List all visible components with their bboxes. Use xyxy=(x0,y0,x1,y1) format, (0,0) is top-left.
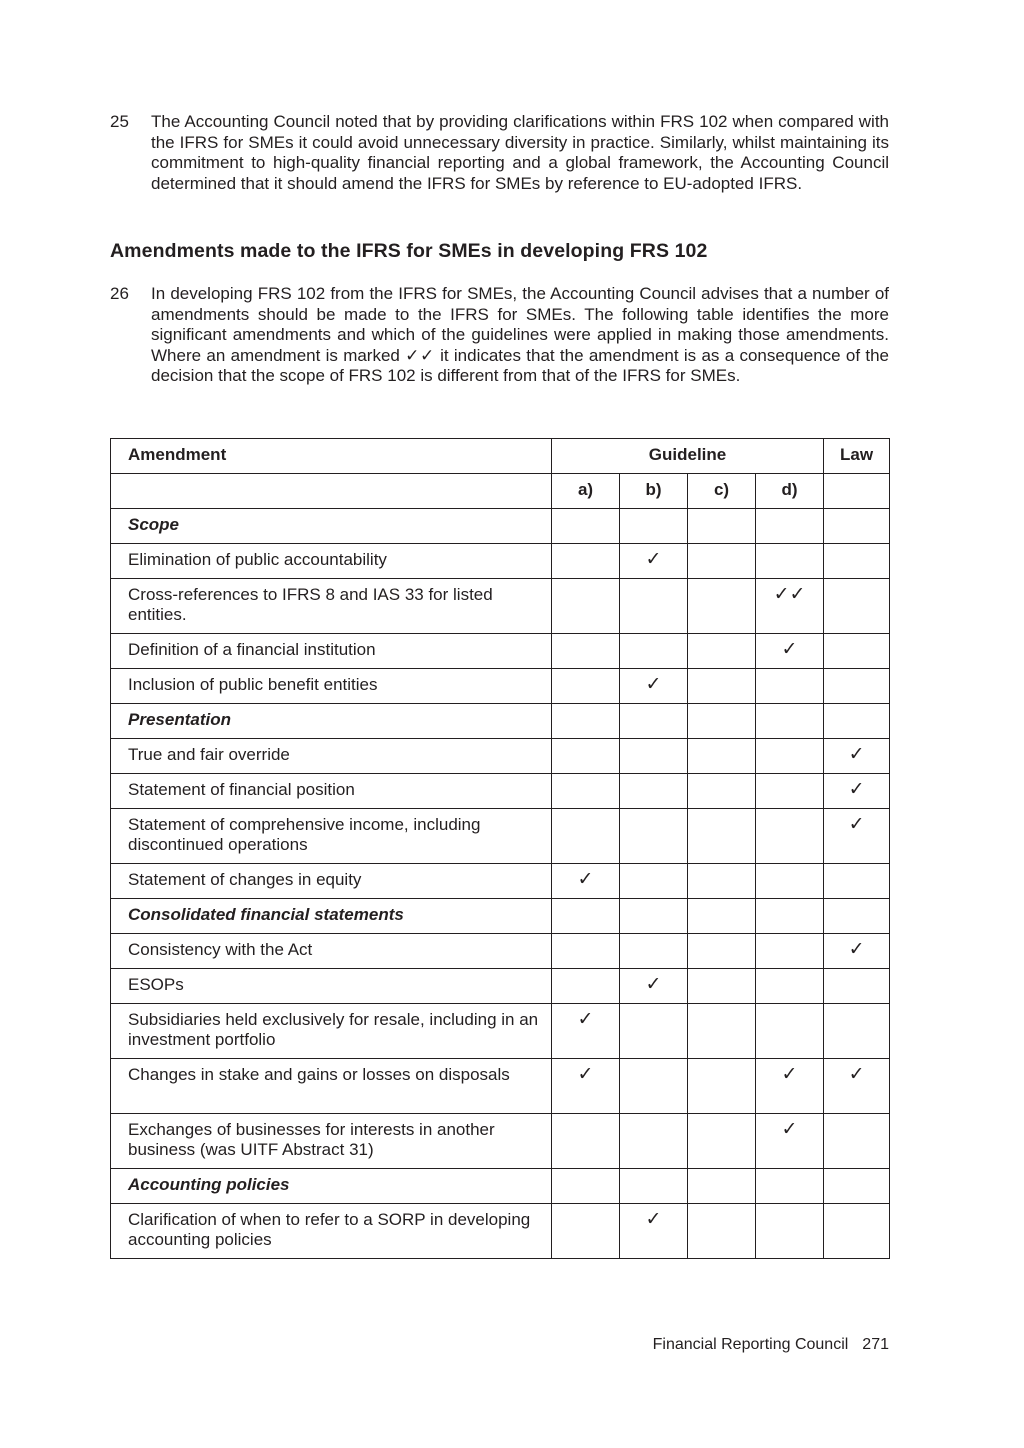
page-number: 271 xyxy=(862,1336,889,1353)
cell-law xyxy=(824,864,890,899)
cell-guideline-d xyxy=(756,509,824,544)
cell-guideline-b xyxy=(620,509,688,544)
footer-publisher: Financial Reporting Council xyxy=(652,1336,849,1353)
amendment-label: Definition of a financial institution xyxy=(111,634,552,669)
cell-guideline-b xyxy=(620,669,688,704)
cell-guideline-c xyxy=(688,774,756,809)
cell-guideline-a xyxy=(552,1059,620,1114)
amendment-label: Changes in stake and gains or losses on disposals xyxy=(111,1059,552,1114)
table-row xyxy=(111,1059,890,1114)
cell-law xyxy=(824,544,890,579)
amendment-label: Clarification of when to refer to a SORP in developing accounting policies xyxy=(111,1204,552,1259)
cell-guideline-b xyxy=(620,544,688,579)
cell-guideline-a xyxy=(552,809,620,864)
cell-guideline-a xyxy=(552,544,620,579)
cell-law xyxy=(824,669,890,704)
table-row xyxy=(111,969,890,1004)
cell-guideline-d xyxy=(756,1114,824,1169)
cell-guideline-a xyxy=(552,739,620,774)
cell-guideline-a xyxy=(552,704,620,739)
cell-guideline-d xyxy=(756,579,824,634)
cell-guideline-a xyxy=(552,774,620,809)
cell-guideline-b xyxy=(620,704,688,739)
cell-guideline-a xyxy=(552,934,620,969)
cell-law xyxy=(824,1114,890,1169)
cell-guideline-a xyxy=(552,899,620,934)
section-label: Consolidated financial statements xyxy=(111,899,552,934)
cell-guideline-d xyxy=(756,809,824,864)
amendment-label: ESOPs xyxy=(111,969,552,1004)
cell-guideline-d xyxy=(756,899,824,934)
cell-law xyxy=(824,579,890,634)
cell-guideline-b xyxy=(620,969,688,1004)
section-heading: Amendments made to the IFRS for SMEs in developing FRS 102 xyxy=(110,240,708,262)
check-mark-icon: ✓ xyxy=(848,939,865,960)
table-body xyxy=(111,509,890,1259)
cell-guideline-c xyxy=(688,969,756,1004)
cell-law xyxy=(824,969,890,1004)
paragraph-number: 25 xyxy=(110,112,129,131)
cell-guideline-c xyxy=(688,1114,756,1169)
cell-guideline-a xyxy=(552,579,620,634)
table-row xyxy=(111,1204,890,1259)
check-mark-icon: ✓ xyxy=(781,639,798,660)
cell-guideline-a xyxy=(552,864,620,899)
cell-guideline-a xyxy=(552,1204,620,1259)
cell-guideline-c xyxy=(688,509,756,544)
cell-guideline-c xyxy=(688,899,756,934)
table-subheader-row xyxy=(111,474,890,509)
subheader-law-blank xyxy=(824,474,890,509)
cell-guideline-c xyxy=(688,934,756,969)
check-mark-icon: ✓ xyxy=(781,1064,798,1085)
check-mark-icon: ✓ xyxy=(577,1064,594,1085)
cell-guideline-d xyxy=(756,704,824,739)
cell-guideline-d xyxy=(756,739,824,774)
amendment-label: Statement of financial position xyxy=(111,774,552,809)
cell-guideline-c xyxy=(688,1059,756,1114)
cell-guideline-c xyxy=(688,669,756,704)
amendments-table xyxy=(110,438,890,1259)
cell-guideline-b xyxy=(620,1004,688,1059)
cell-guideline-d xyxy=(756,1169,824,1204)
cell-guideline-b xyxy=(620,1169,688,1204)
amendment-label: Cross-references to IFRS 8 and IAS 33 for listed entities. xyxy=(111,579,552,634)
cell-guideline-d xyxy=(756,864,824,899)
table-row xyxy=(111,634,890,669)
cell-guideline-d xyxy=(756,669,824,704)
cell-guideline-d xyxy=(756,1204,824,1259)
amendment-label: Subsidiaries held exclusively for resale, including in an investment portfolio xyxy=(111,1004,552,1059)
cell-guideline-c xyxy=(688,864,756,899)
header-law: Law xyxy=(824,439,890,474)
check-mark-icon: ✓ xyxy=(848,814,865,835)
cell-guideline-c xyxy=(688,579,756,634)
cell-law xyxy=(824,934,890,969)
cell-guideline-b xyxy=(620,934,688,969)
section-label: Presentation xyxy=(111,704,552,739)
check-mark-icon: ✓ xyxy=(645,674,662,695)
cell-guideline-d xyxy=(756,774,824,809)
paragraph-text: In developing FRS 102 from the IFRS for SMEs, the Accounting Council advises that a number of amendments should be made to the IFRS for SMEs. The following table identifies the more significant amendments and which of the guidelines were applied in making those amendments. Where an amendment is marked ✓✓ it indicates that the amendment is as a consequence of the decision that the scope of FRS 102 is different from that of the IFRS for SMEs. xyxy=(151,284,889,385)
table-row xyxy=(111,809,890,864)
paragraph-25 xyxy=(110,112,889,194)
amendment-label: Exchanges of businesses for interests in another business (was UITF Abstract 31) xyxy=(111,1114,552,1169)
table-section-row xyxy=(111,899,890,934)
table-section-row xyxy=(111,509,890,544)
cell-guideline-b xyxy=(620,864,688,899)
table-row xyxy=(111,1114,890,1169)
cell-guideline-b xyxy=(620,1114,688,1169)
cell-law xyxy=(824,634,890,669)
cell-guideline-b xyxy=(620,1204,688,1259)
subheader-a: a) xyxy=(552,474,620,509)
paragraph-26 xyxy=(110,284,889,387)
cell-law xyxy=(824,774,890,809)
check-mark-icon: ✓ xyxy=(848,1064,865,1085)
check-mark-icon: ✓ xyxy=(645,974,662,995)
amendment-label: Consistency with the Act xyxy=(111,934,552,969)
cell-guideline-b xyxy=(620,774,688,809)
cell-guideline-c xyxy=(688,1169,756,1204)
table-row xyxy=(111,774,890,809)
cell-guideline-a xyxy=(552,509,620,544)
double-check-mark-icon: ✓✓ xyxy=(773,584,806,605)
header-guideline: Guideline xyxy=(552,439,824,474)
check-mark-icon: ✓ xyxy=(577,869,594,890)
paragraph-number: 26 xyxy=(110,284,129,303)
check-mark-icon: ✓ xyxy=(781,1119,798,1140)
cell-law xyxy=(824,1059,890,1114)
paragraph-text: The Accounting Council noted that by providing clarifications within FRS 102 when compared with the IFRS for SMEs it could avoid unnecessary diversity in practice. Similarly, whilst maintaining its commitment to high-quality financial reporting and a global framework, the Accounting Council determined that it should amend the IFRS for SMEs by reference to EU-adopted IFRS. xyxy=(151,112,889,193)
cell-guideline-c xyxy=(688,704,756,739)
header-amendment: Amendment xyxy=(111,439,552,474)
subheader-d: d) xyxy=(756,474,824,509)
cell-law xyxy=(824,899,890,934)
section-label: Scope xyxy=(111,509,552,544)
subheader-b: b) xyxy=(620,474,688,509)
table-row xyxy=(111,1004,890,1059)
cell-guideline-c xyxy=(688,1004,756,1059)
table-row xyxy=(111,579,890,634)
cell-guideline-d xyxy=(756,1059,824,1114)
amendment-label: Statement of changes in equity xyxy=(111,864,552,899)
amendment-label: Inclusion of public benefit entities xyxy=(111,669,552,704)
table-section-row xyxy=(111,704,890,739)
cell-guideline-c xyxy=(688,739,756,774)
subheader-c: c) xyxy=(688,474,756,509)
table-row xyxy=(111,864,890,899)
cell-guideline-a xyxy=(552,1004,620,1059)
amendment-label: True and fair override xyxy=(111,739,552,774)
cell-guideline-c xyxy=(688,1204,756,1259)
table-row xyxy=(111,544,890,579)
cell-guideline-a xyxy=(552,669,620,704)
table-row xyxy=(111,739,890,774)
cell-guideline-b xyxy=(620,579,688,634)
section-label: Accounting policies xyxy=(111,1169,552,1204)
cell-guideline-b xyxy=(620,739,688,774)
cell-guideline-d xyxy=(756,634,824,669)
check-mark-icon: ✓ xyxy=(848,744,865,765)
cell-law xyxy=(824,1169,890,1204)
cell-law xyxy=(824,509,890,544)
cell-guideline-b xyxy=(620,634,688,669)
cell-law xyxy=(824,809,890,864)
cell-guideline-b xyxy=(620,899,688,934)
cell-guideline-a xyxy=(552,634,620,669)
cell-guideline-a xyxy=(552,1169,620,1204)
cell-guideline-b xyxy=(620,1059,688,1114)
check-mark-icon: ✓ xyxy=(645,1209,662,1230)
amendment-label: Statement of comprehensive income, including discontinued operations xyxy=(111,809,552,864)
cell-law xyxy=(824,1004,890,1059)
cell-guideline-c xyxy=(688,544,756,579)
check-mark-icon: ✓ xyxy=(645,549,662,570)
cell-law xyxy=(824,1204,890,1259)
cell-law xyxy=(824,739,890,774)
cell-guideline-d xyxy=(756,1004,824,1059)
subheader-blank xyxy=(111,474,552,509)
cell-guideline-d xyxy=(756,934,824,969)
cell-guideline-a xyxy=(552,1114,620,1169)
cell-guideline-b xyxy=(620,809,688,864)
cell-guideline-a xyxy=(552,969,620,1004)
table-row xyxy=(111,934,890,969)
table-header-row xyxy=(111,439,890,474)
check-mark-icon: ✓ xyxy=(848,779,865,800)
cell-guideline-d xyxy=(756,544,824,579)
cell-law xyxy=(824,704,890,739)
page-footer xyxy=(653,1336,889,1354)
check-mark-icon: ✓ xyxy=(577,1009,594,1030)
table-row xyxy=(111,669,890,704)
cell-guideline-d xyxy=(756,969,824,1004)
cell-guideline-c xyxy=(688,634,756,669)
cell-guideline-c xyxy=(688,809,756,864)
amendment-label: Elimination of public accountability xyxy=(111,544,552,579)
table-section-row xyxy=(111,1169,890,1204)
